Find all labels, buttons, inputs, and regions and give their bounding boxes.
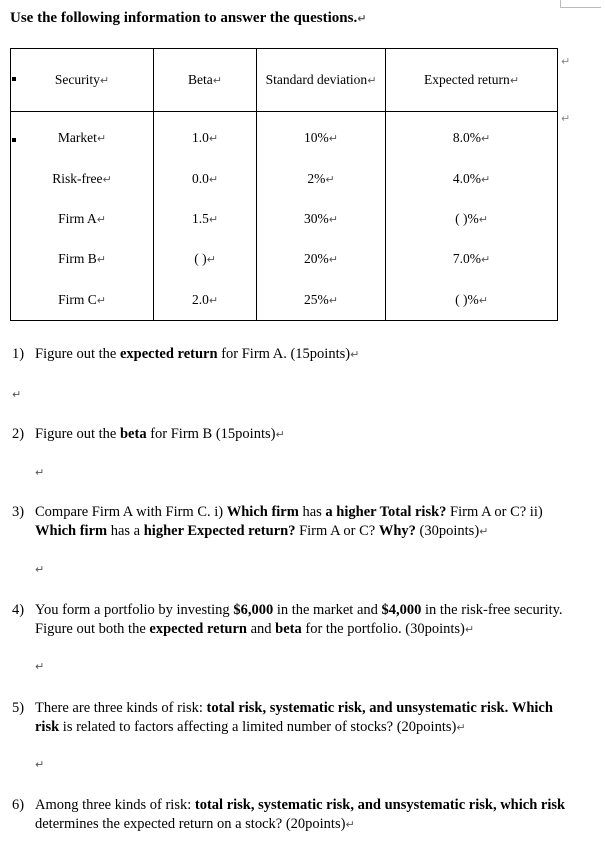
question-text-run: You form a portfolio by investing — [35, 602, 234, 618]
question-text-run: Why? — [378, 523, 416, 539]
table-cell: Market↵ — [11, 111, 154, 158]
paragraph-mark: ↵ — [357, 12, 367, 25]
question-text-run: Which risk — [35, 700, 553, 735]
question-6: 6) Among three kinds of risk: total risk, systematic risk, and unsystematic risk, which risk determines the expected return on a stock? (20points)↵ — [12, 797, 566, 832]
table-cell: ( )↵ — [154, 239, 257, 279]
question-text-run: Which firm — [35, 523, 108, 539]
table-cell: 2.0↵ — [154, 280, 257, 321]
table-cell: 2%↵ — [257, 158, 386, 198]
paragraph-mark: ↵ — [35, 563, 45, 576]
question-text-run: $4,000 — [381, 602, 422, 618]
question-text-run: Figure out the — [35, 346, 120, 362]
question-5: 5) There are three kinds of risk: total risk, systematic risk, and unsystematic risk. Which risk is related to factors affecting a limited number of stocks? (20points)↵ — [12, 700, 553, 735]
table-cell: Firm C↵ — [11, 280, 154, 321]
table-cell: Firm B↵ — [11, 239, 154, 279]
table-cell: ( )%↵ — [455, 291, 488, 307]
table-cell: 1.5↵ — [154, 199, 257, 239]
paragraph-mark: ↵ — [12, 388, 22, 401]
question-text-run: for Firm A. (15points) — [217, 346, 351, 362]
table-cell: 7.0%↵ — [452, 251, 491, 267]
paragraph-mark: ↵ — [345, 818, 355, 831]
question-text-run: Which firm — [226, 504, 299, 520]
table-cell: 0.0↵ — [154, 158, 257, 198]
table-cell: 10%↵ — [257, 111, 386, 158]
question-text-run: in the risk-free security. Figure out both the — [35, 602, 563, 637]
question-1: 1) Figure out the expected return for Firm A. (15points)↵ — [12, 346, 360, 362]
question-text-run: (30points) — [415, 523, 480, 539]
paragraph-mark: ↵ — [350, 348, 360, 361]
paragraph-mark: ↵ — [35, 758, 45, 771]
question-text-run: total risk, systematic risk, and unsystematic risk, — [194, 797, 497, 813]
question-text-run: higher Expected return? — [143, 523, 296, 539]
question-text-run: Firm A or C? ii) — [446, 504, 543, 520]
side-return-mark-icon: ↵ — [561, 112, 571, 125]
question-text-run: which risk — [500, 797, 566, 813]
question-text-run: has — [298, 504, 326, 520]
question-text-run: Among three kinds of risk: — [35, 797, 195, 813]
question-text-run: expected return — [149, 621, 247, 637]
side-return-mark-icon: ↵ — [561, 55, 571, 68]
question-4: 4) You form a portfolio by investing $6,000 in the market and $4,000 in the risk-free security. Figure out both the expected return and beta for the portfolio. (30points)↵ — [12, 602, 563, 637]
question-text-run: beta — [119, 426, 147, 442]
question-text-run: beta — [275, 621, 302, 637]
page-corner-mark — [560, 0, 601, 8]
question-3: 3) Compare Firm A with Firm C. i) Which firm has a higher Total risk? Firm A or C? ii) Which firm has a higher Expected return? Firm A or C? Why? (30points)↵ — [12, 504, 543, 539]
question-text-run: Compare Firm A with Firm C. i) — [35, 504, 227, 520]
question-text-run: and — [246, 621, 276, 637]
table-row — [11, 280, 558, 321]
question-text-run: has a — [107, 523, 144, 539]
table-cell: 1.0↵ — [154, 111, 257, 158]
question-text-run: $6,000 — [233, 602, 274, 618]
security-table — [10, 48, 558, 321]
table-row — [11, 158, 558, 198]
question-text-run: There are three kinds of risk: — [35, 700, 207, 716]
header-cell: Beta↵ — [154, 49, 257, 112]
page-heading: Use the following information to answer the questions.↵ — [10, 10, 367, 26]
question-text-run: Figure out the — [35, 426, 120, 442]
question-text-run: is related to factors affecting a limited number of stocks? (20points) — [59, 719, 457, 735]
paragraph-mark: ↵ — [35, 660, 45, 673]
question-text-run: in the market and — [273, 602, 382, 618]
header-cell: Security↵ — [11, 49, 154, 112]
question-text-run: for Firm B (15points) — [146, 426, 276, 442]
table-cell: Risk-free↵ — [11, 158, 154, 198]
table-header-row — [11, 49, 558, 112]
question-text-run: for the portfolio. (30points) — [301, 621, 465, 637]
table-cell: ( )%↵ — [455, 211, 488, 227]
question-text-run: total risk, systematic risk, and unsystematic risk. — [206, 700, 509, 716]
table-cell: 25%↵ — [257, 280, 386, 321]
question-text-run: determines the expected return on a stock? (20points) — [35, 816, 346, 832]
table-cell: 20%↵ — [257, 239, 386, 279]
paragraph-mark: ↵ — [456, 721, 466, 734]
header-cell: Standard deviation↵ — [257, 49, 386, 112]
table-cell: 30%↵ — [257, 199, 386, 239]
table-cell: 4.0%↵ — [452, 170, 491, 186]
paragraph-mark: ↵ — [35, 466, 45, 479]
question-text-run: a higher Total risk? — [325, 504, 447, 520]
paragraph-mark: ↵ — [464, 623, 475, 636]
question-2: 2) Figure out the beta for Firm B (15points)↵ — [12, 426, 285, 442]
table-row — [11, 239, 558, 279]
header-cell: Expected return↵ — [386, 49, 558, 112]
table-cell: 8.0%↵ — [452, 130, 491, 146]
paragraph-mark: ↵ — [275, 428, 285, 441]
table-row — [11, 199, 558, 239]
paragraph-mark: ↵ — [479, 525, 489, 538]
question-text-run: Firm A or C? — [295, 523, 379, 539]
table-cell: Firm A↵ — [11, 199, 154, 239]
question-text-run: expected return — [119, 346, 218, 362]
table-row — [11, 111, 558, 158]
